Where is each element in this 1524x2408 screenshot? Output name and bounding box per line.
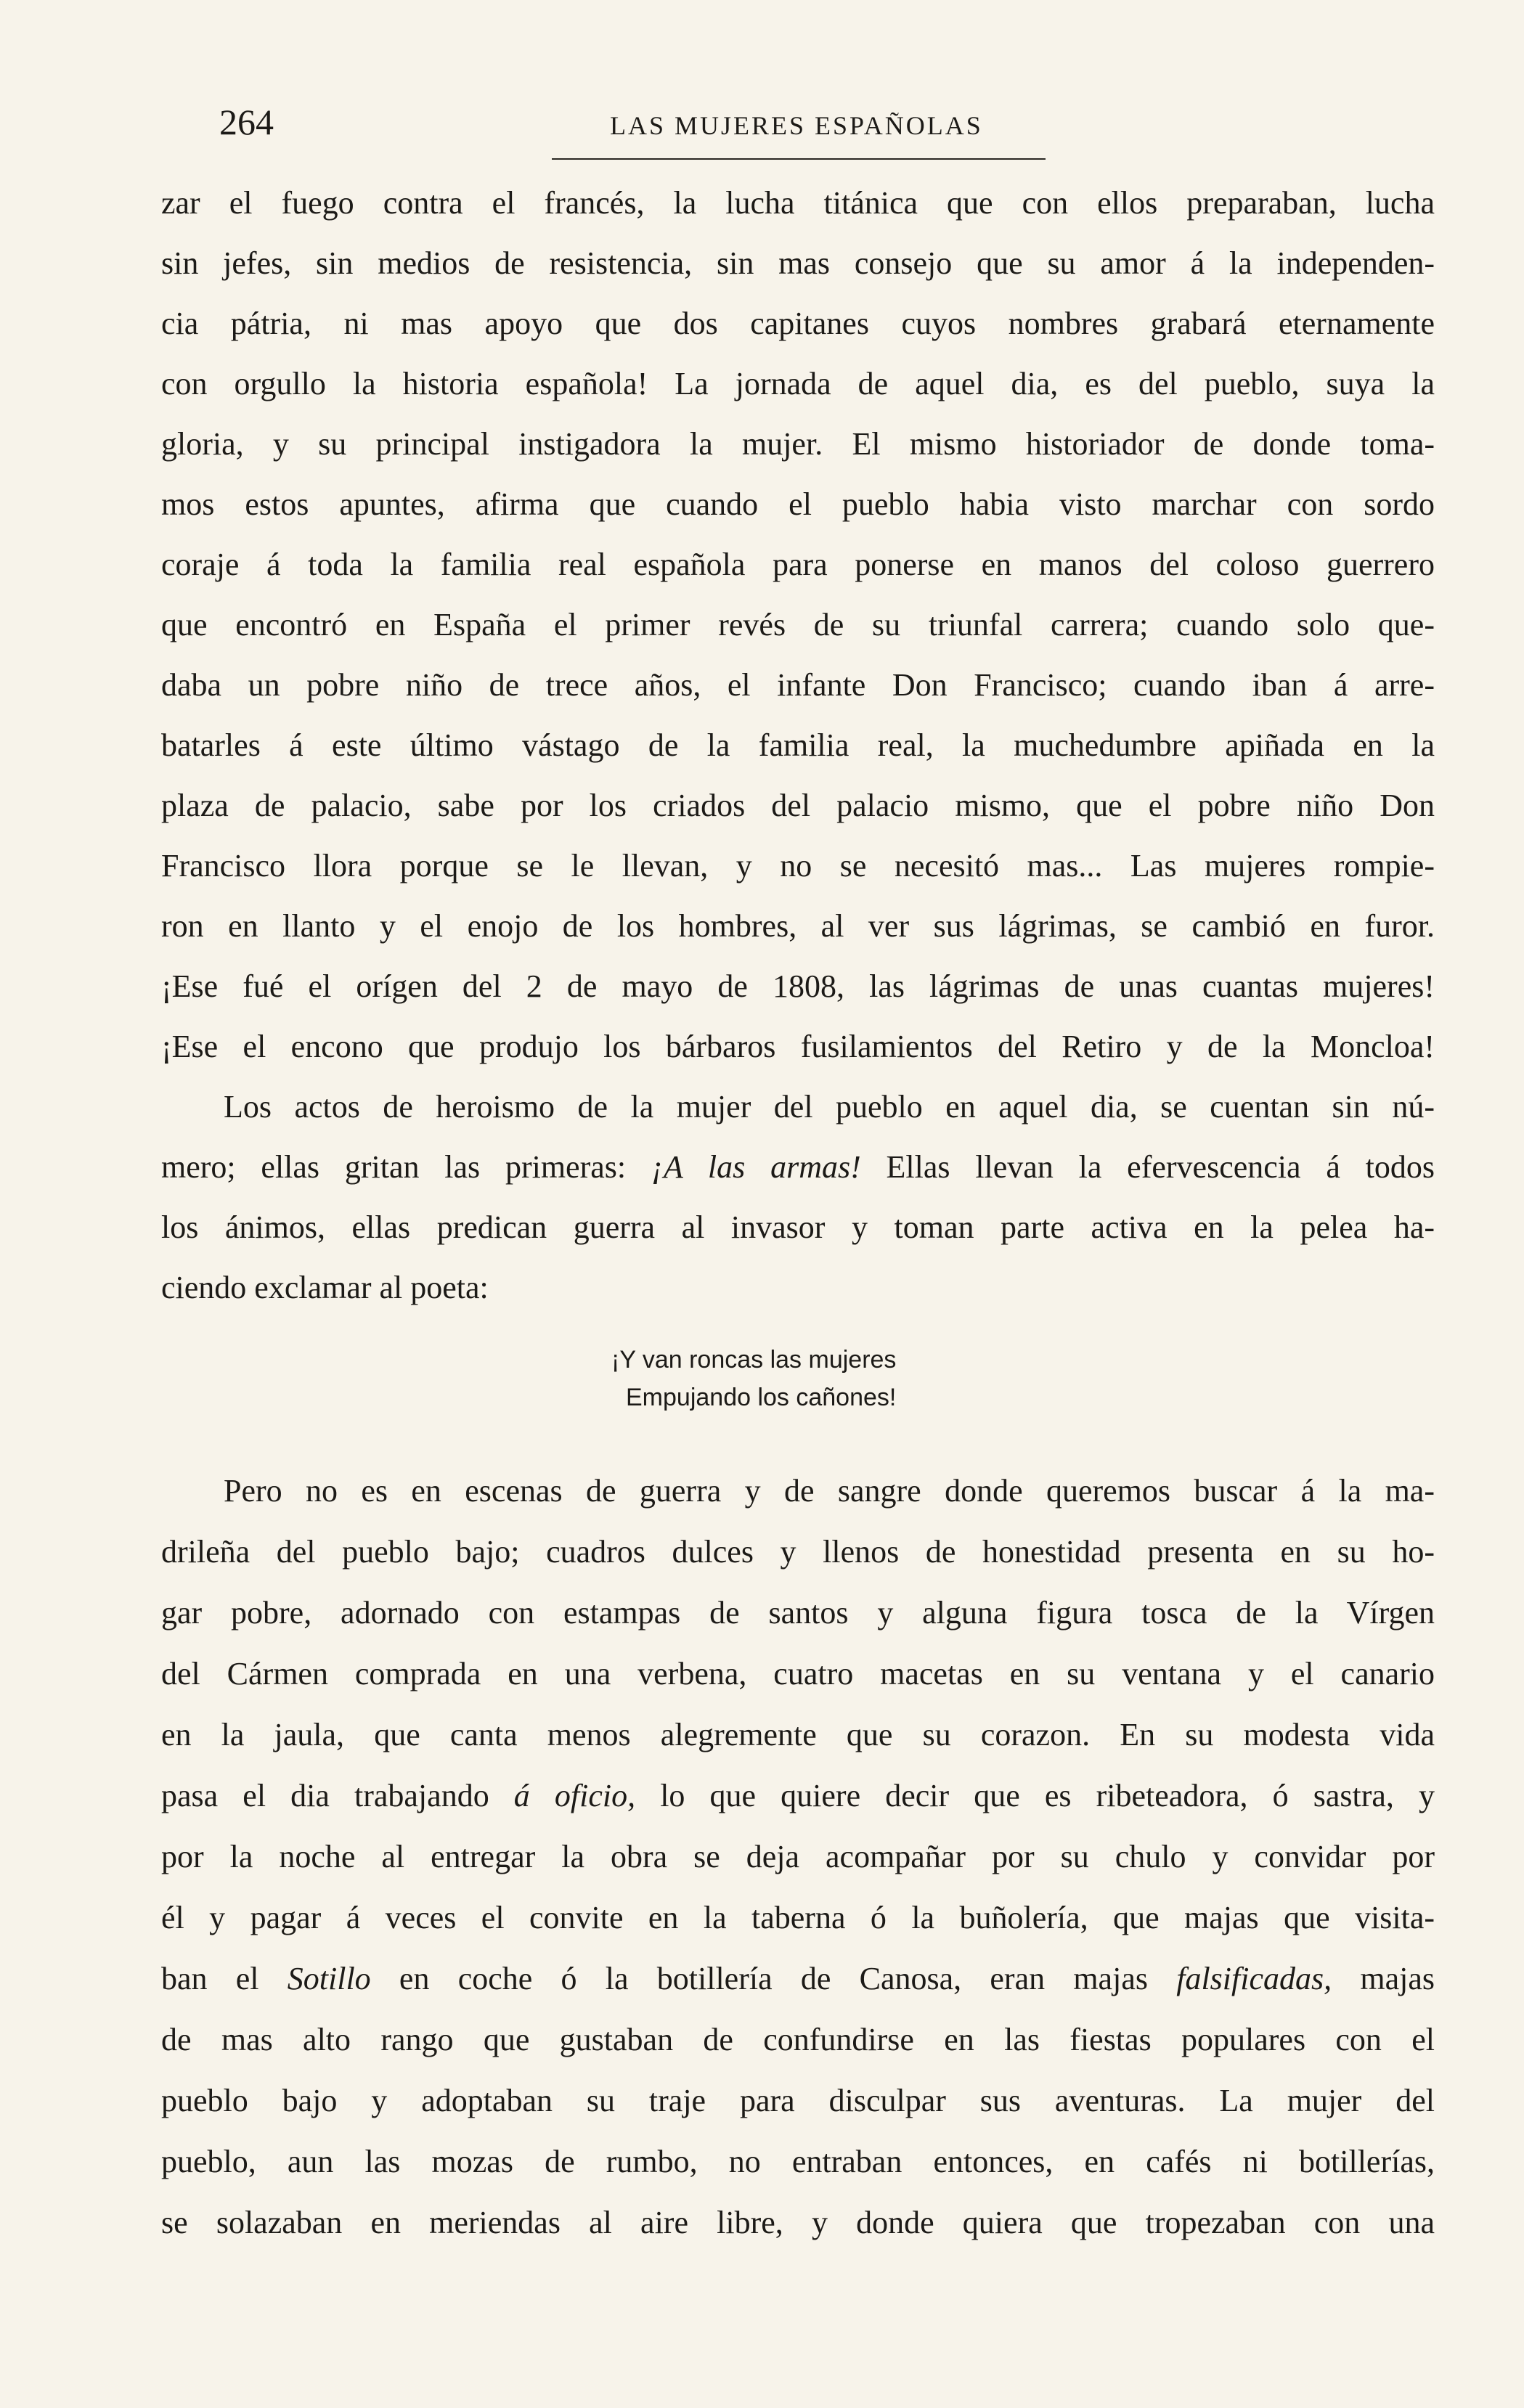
text-line: ¡Ese fué el orígen del 2 de mayo de 1808, las lágrimas de unas cuantas mujeres! bbox=[161, 968, 1435, 1004]
italic-phrase: ¡A las armas! bbox=[651, 1149, 861, 1185]
text-line: gloria, y su principal instigadora la mujer. El mismo historiador de donde toma- bbox=[161, 426, 1435, 462]
text-line: se solazaban en meriendas al aire libre, y donde quiera que tropezaban con una bbox=[161, 2205, 1435, 2240]
text-line: él y pagar á veces el convite en la taberna ó la buñolería, que majas que visita- bbox=[161, 1900, 1435, 1935]
text-line: que encontró en España el primer revés de su triunfal carrera; cuando solo que- bbox=[161, 607, 1435, 642]
text-line: sin jefes, sin medios de resistencia, sin mas consejo que su amor á la independen- bbox=[161, 245, 1435, 281]
text-line bbox=[161, 1766, 1435, 1827]
italic-phrase: falsificadas, bbox=[1176, 1961, 1332, 1996]
text-line: ron en llanto y el enojo de los hombres, al ver sus lágrimas, se cambió en furor. bbox=[161, 908, 1435, 944]
text-segment: mero; ellas gritan las primeras: bbox=[161, 1149, 651, 1185]
paragraph-2 bbox=[161, 1077, 1435, 1318]
text-segment: ban el bbox=[161, 1961, 288, 1996]
text-line: pueblo bajo y adoptaban su traje para disculpar sus aventuras. La mujer del bbox=[161, 2083, 1435, 2118]
italic-phrase: á oficio, bbox=[513, 1778, 636, 1813]
text-line: ¡Ese el encono que produjo los bárbaros fusilamientos del Retiro y de la Moncloa! bbox=[161, 1029, 1435, 1064]
text-line: de mas alto rango que gustaban de confundirse en las fiestas populares con el bbox=[161, 2022, 1435, 2057]
text-line: Los actos de heroismo de la mujer del pueblo en aquel dia, se cuentan sin nú- bbox=[224, 1089, 1435, 1125]
text-line: coraje á toda la familia real española para ponerse en manos del coloso guerrero bbox=[161, 547, 1435, 582]
text-line: daba un pobre niño de trece años, el infante Don Francisco; cuando iban á arre- bbox=[161, 667, 1435, 703]
body-text bbox=[161, 173, 1435, 1318]
text-line: batarles á este último vástago de la familia real, la muchedumbre apiñada en la bbox=[161, 727, 1435, 763]
page-header bbox=[0, 0, 1524, 167]
text-segment: en coche ó la botillería de Canosa, eran majas bbox=[370, 1961, 1177, 1996]
text-line: los ánimos, ellas predican guerra al invasor y toman parte activa en la pelea ha- bbox=[161, 1209, 1435, 1245]
text-line: drileña del pueblo bajo; cuadros dulces y llenos de honestidad presenta en su ho- bbox=[161, 1534, 1435, 1570]
text-segment: pasa el dia trabajando bbox=[161, 1778, 514, 1813]
text-line: en la jaula, que canta menos alegremente que su corazon. En su modesta vida bbox=[161, 1717, 1435, 1752]
text-line bbox=[161, 1137, 1435, 1197]
running-head: LAS MUJERES ESPAÑOLAS bbox=[610, 111, 983, 140]
text-line: pueblo, aun las mozas de rumbo, no entraban entonces, en cafés ni botillerías, bbox=[161, 2144, 1435, 2179]
text-line: zar el fuego contra el francés, la lucha titánica que con ellos preparaban, lucha bbox=[161, 185, 1435, 221]
text-segment: lo que quiere decir que es ribeteadora, ó sastra, y bbox=[635, 1778, 1435, 1813]
text-segment: majas bbox=[1332, 1961, 1435, 1996]
text-line bbox=[161, 1948, 1435, 2009]
text-line: plaza de palacio, sabe por los criados del palacio mismo, que el pobre niño Don bbox=[161, 788, 1435, 823]
text-line: gar pobre, adornado con estampas de santos y alguna figura tosca de la Vírgen bbox=[161, 1595, 1435, 1630]
verse-line: Empujando los cañones! bbox=[626, 1384, 897, 1411]
paragraph-1 bbox=[161, 173, 1435, 1077]
italic-phrase: Sotillo bbox=[287, 1961, 371, 1996]
text-line: mos estos apuntes, afirma que cuando el pueblo habia visto marchar con sordo bbox=[161, 486, 1435, 522]
text-line: Pero no es en escenas de guerra y de sangre donde queremos buscar á la ma- bbox=[224, 1473, 1435, 1509]
text-line: del Cármen comprada en una verbena, cuatro macetas en su ventana y el canario bbox=[161, 1656, 1435, 1691]
text-line: Francisco llora porque se le llevan, y no se necesitó mas... Las mujeres rompie- bbox=[161, 848, 1435, 883]
verse-line: ¡Y van roncas las mujeres bbox=[611, 1346, 897, 1374]
paragraph-3 bbox=[161, 1461, 1435, 2253]
text-line: cia pátria, ni mas apoyo que dos capitanes cuyos nombres grabará eternamente bbox=[161, 306, 1435, 341]
header-rule bbox=[552, 158, 1046, 160]
text-line: ciendo exclamar al poeta: bbox=[161, 1270, 489, 1305]
text-line: por la noche al entregar la obra se deja acompañar por su chulo y convidar por bbox=[161, 1839, 1435, 1874]
text-segment: Ellas llevan la efervescencia á todos bbox=[860, 1149, 1435, 1185]
text-line: con orgullo la historia española! La jornada de aquel dia, es del pueblo, suya la bbox=[161, 366, 1435, 401]
page-number: 264 bbox=[219, 102, 274, 142]
